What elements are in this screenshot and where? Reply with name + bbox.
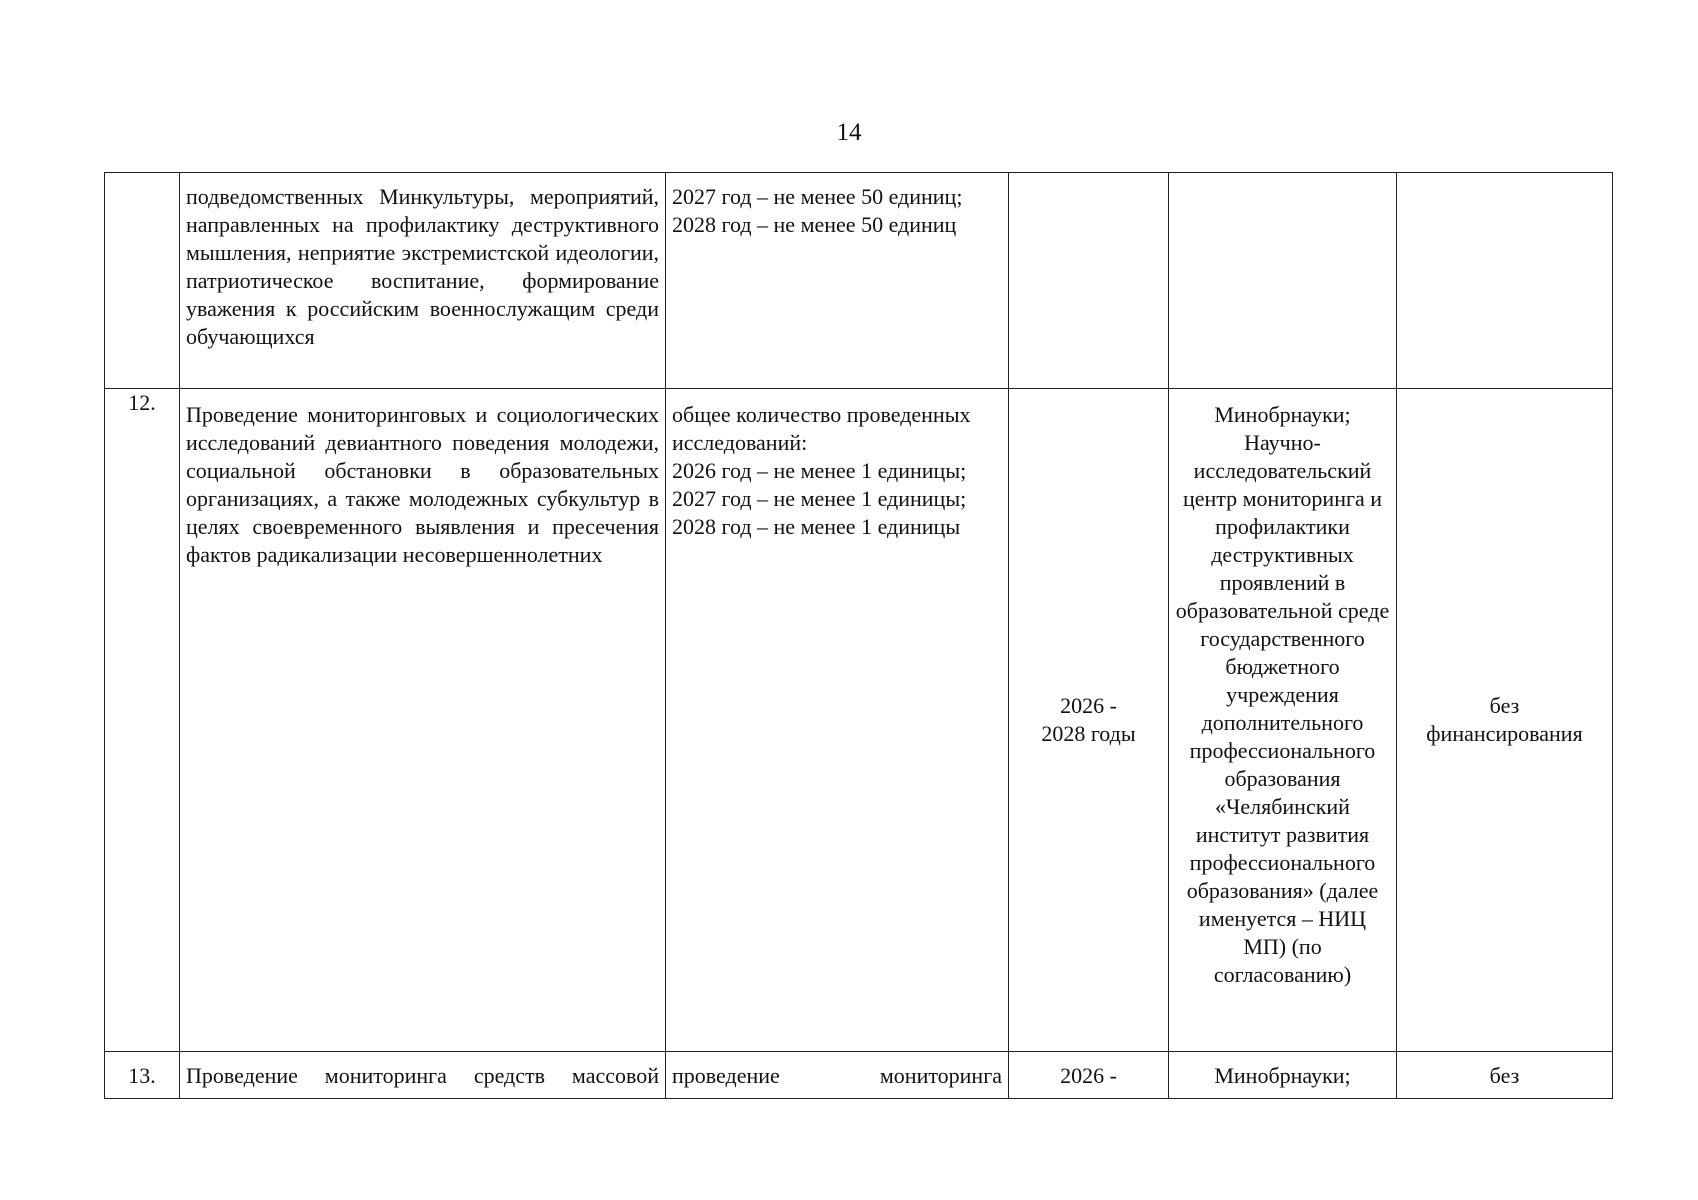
responsible-cell bbox=[1169, 173, 1397, 389]
indicator-cell bbox=[666, 173, 1009, 389]
row-number-cell bbox=[105, 173, 180, 389]
activities-table bbox=[104, 172, 1613, 1099]
indicator-line: 2028 год – не менее 50 единиц bbox=[672, 212, 957, 237]
indicator-line: 2027 год – не менее 50 единиц; bbox=[672, 184, 963, 209]
term-cell bbox=[1009, 389, 1169, 1052]
responsible-cell: Минобрнауки; Научно-исследовательский центр мониторинга и профилактики деструктивных проявлений в образовательной среде государственного бюджетного учреждения дополнительного профессионального образования «Челябинский институт развития профессионального образования» (далее именуется – НИЦ МП) (по согласованию) bbox=[1169, 389, 1397, 1052]
page-number: 14 bbox=[836, 119, 862, 146]
term-cell bbox=[1009, 173, 1169, 389]
financing-cell: без bbox=[1397, 1052, 1613, 1099]
financing-cell bbox=[1397, 389, 1613, 1052]
indicator-cell bbox=[666, 389, 1009, 1052]
table-row-13 bbox=[105, 1052, 1613, 1099]
activity-cell: Проведение мониторинговых и социологических исследований девиантного поведения молодежи, социальной обстановки в образовательных организациях, а также молодежных субкультур в целях своевременного выявления и пресечения фактов радикализации несовершеннолетних bbox=[180, 389, 666, 1052]
table-row-continued bbox=[105, 173, 1613, 389]
financing-line: без bbox=[1489, 693, 1520, 718]
term-cell: 2026 - bbox=[1009, 1052, 1169, 1099]
indicator-line: 2028 год – не менее 1 единицы bbox=[672, 514, 961, 539]
term-start: 2026 - bbox=[1060, 693, 1117, 718]
indicator-cell: проведение мониторинга bbox=[666, 1052, 1009, 1099]
row-number-cell: 13. bbox=[105, 1052, 180, 1099]
indicator-line: 2026 год – не менее 1 единицы; bbox=[672, 458, 967, 483]
indicator-line: общее количество проведенных исследований: bbox=[672, 402, 971, 455]
table-row-12 bbox=[105, 389, 1613, 1052]
term-end: 2028 годы bbox=[1041, 721, 1136, 746]
activity-cell: Проведение мониторинга средств массовой bbox=[180, 1052, 666, 1099]
row-number-cell: 12. bbox=[105, 389, 180, 1052]
financing-cell bbox=[1397, 173, 1613, 389]
indicator-line: 2027 год – не менее 1 единицы; bbox=[672, 486, 967, 511]
responsible-cell: Минобрнауки; bbox=[1169, 1052, 1397, 1099]
activity-cell: подведомственных Минкультуры, мероприятий, направленных на профилактику деструктивного мышления, неприятие экстремистской идеологии, патриотическое воспитание, формирование уважения к российским военнослужащим среди обучающихся bbox=[180, 173, 666, 389]
financing-line: финансирования bbox=[1426, 721, 1583, 746]
